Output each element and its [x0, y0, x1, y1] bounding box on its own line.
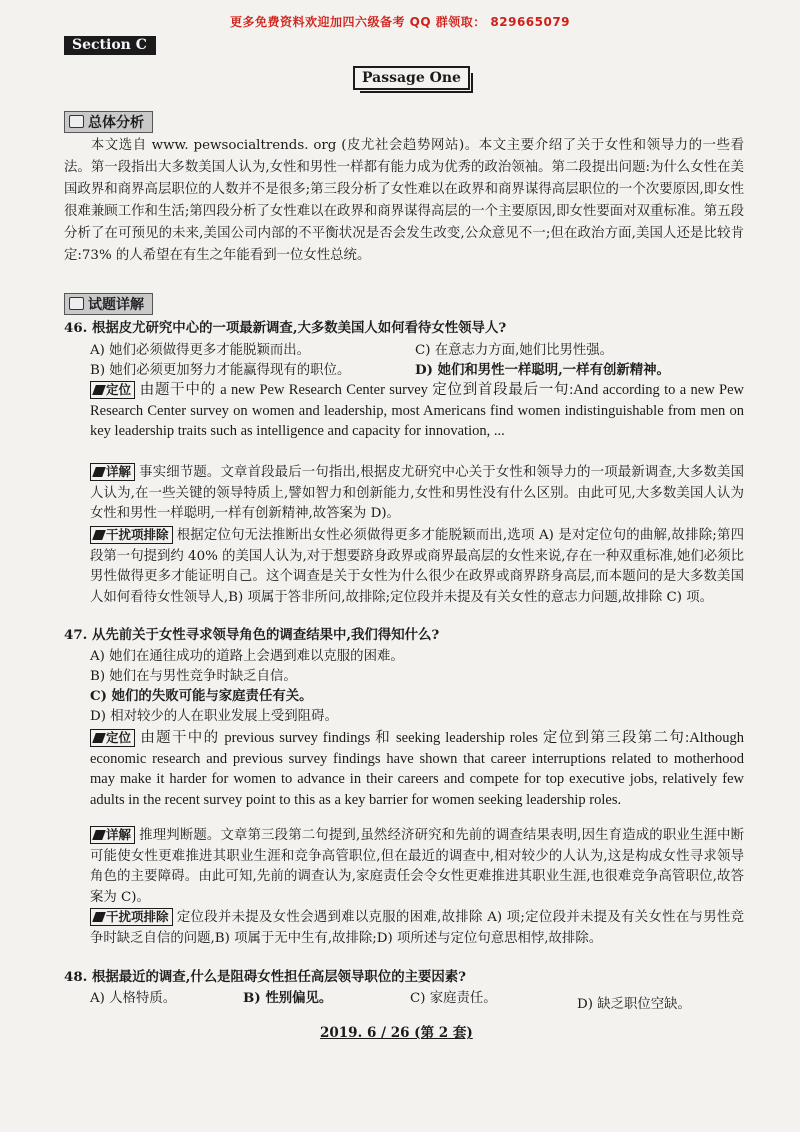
q47-exclude-text: 定位段并未提及女性会遇到难以克服的困难,故排除 A) 项;定位段并未提及有关女性在与男性竞争时缺乏自信的问题,B) 项属于无中生有,故排除;D) 项所述与定位句意思相悖,故排除。 [90, 910, 744, 946]
exclude-tag-text: 干扰项排除 [106, 909, 169, 924]
question-46: 46. 根据皮尤研究中心的一项最新调查,大多数美国人如何看待女性领导人? [64, 320, 507, 336]
detail-tag [90, 826, 135, 844]
details-label-text: 试题详解 [88, 297, 144, 313]
passage-title: Passage One [353, 66, 470, 90]
pencil-icon [92, 830, 106, 840]
detail-tag-text: 详解 [106, 464, 132, 479]
q46-detail-text: 事实细节题。文章首段最后一句指出,根据皮尤研究中心关于女性和领导力的一项最新调查,大多数美国人认为,在一些关键的领导特质上,譬如智力和创新能力,女性和男性没有什么区别。由此可见,大多数美国人认为女性和男性一样聪明,一样有创新精神,故答案为 D)。 [90, 465, 744, 521]
pencil-icon [92, 385, 106, 395]
exclude-tag-text: 干扰项排除 [106, 527, 169, 542]
exclude-tag [90, 908, 173, 926]
question-47: 47. 从先前关于女性寻求领导角色的调查结果中,我们得知什么? [64, 627, 440, 643]
detail-tag-text: 详解 [106, 827, 132, 842]
details-label [64, 293, 153, 315]
q47-detail [90, 826, 744, 908]
exclude-tag [90, 526, 173, 544]
q48-option-c: C) 家庭责任。 [410, 991, 497, 1006]
q46-option-b: B) 她们必须更加努力才能赢得现有的职位。 [90, 363, 351, 378]
q46-locate [90, 380, 744, 442]
q47-option-a: A) 她们在通往成功的道路上会遇到难以克服的困难。 [90, 649, 404, 664]
q47-exclude [90, 908, 744, 949]
q46-option-d: D) 她们和男性一样聪明,一样有创新精神。 [415, 362, 670, 378]
overview-paragraph: 本文选自 www. pewsocialtrends. org (皮尤社会趋势网站)。本文主要介绍了关于女性和领导力的一些看法。第一段指出大多数美国人认为,女性和男性一样都有能力成为优秀的政治领袖。第二段提出问题:为什么女性在美国政界和商界高层职位的人数并不是很多;第三段分析了女性难以在政界和商界谋得高层职位的一个次要原因,即女性很难兼顾工作和生活;第四段分析了女性难以在政界和商界谋得高层的一个主要原因,即女性要面对双重标准。第五段分析了在可预见的未来,美国公司内部的不平衡状况是否会发生改变,公众意见不一;但在政治方面,美国人还是比较肯定:73% 的人希望在有生之年能看到一位女性总统。 [64, 138, 744, 263]
notes-icon [69, 297, 84, 310]
q48-option-d: D) 缺乏职位空缺。 [577, 997, 691, 1012]
overview-label-text: 总体分析 [88, 115, 144, 131]
locate-tag [90, 381, 135, 399]
locate-tag [90, 729, 135, 747]
q46-exclude [90, 526, 744, 608]
page-footer: 2019. 6 / 26 (第 2 套) [320, 1025, 473, 1041]
q46-option-a: A) 她们必须做得更多才能脱颖而出。 [90, 343, 311, 358]
overview-label [64, 111, 153, 133]
q46-detail [90, 463, 744, 525]
q47-detail-text: 推理判断题。文章第三段第二句提到,虽然经济研究和先前的调查结果表明,因生育造成的职业生涯中断可能使女性更难推进其职业生涯和竞争高管职位,但在最近的调查中,相对较少的人认为,这是构成女性寻求领导角色的主要障碍。由此可知,先前的调查认为,家庭责任会令女性更难推进其职业生涯,也很难竞争高管职位,故答案为 C)。 [90, 828, 744, 905]
header-promo-note: 更多免费资料欢迎加四六级备考 QQ 群领取： 829665079 [229, 15, 571, 29]
q47-locate-text: 由题干中的 previous survey findings 和 seeking leadership roles 定位到第三段第二句:Although economic research and previous survey findings have shown that career interruptions related to motherhood may make it harder for women to advance in their careers and compete for top executive jobs, relatively few adults in the recent survey point to this as a key barrier for women seeking leadership roles. [90, 730, 744, 808]
pencil-icon [92, 733, 106, 743]
analysis-icon [69, 115, 84, 128]
q47-option-c: C) 她们的失败可能与家庭责任有关。 [90, 688, 313, 704]
question-48: 48. 根据最近的调查,什么是阻碍女性担任高层领导职位的主要因素? [64, 969, 467, 985]
q46-locate-text: 由题干中的 a new Pew Research Center survey 定位到首段最后一句:And according to a new Pew Research Center survey on women and leadership, most Americans find women indistinguishable from men on key leadership traits such as intelligence and capacity for innovation, ... [90, 382, 744, 439]
q47-option-b: B) 她们在与男性竞争时缺乏自信。 [90, 669, 297, 684]
q46-exclude-text: 根据定位句无法推断出女性必须做得更多才能脱颖而出,选项 A) 是对定位句的曲解,故排除;第四段第一句提到约 40% 的美国人认为,对于想要跻身政界或商界最高层的女性来说,存在一种双重标准,她们必须比男性做得更多才能证明自己。这个调查是关于女性为什么很少在政界或商界跻身高层,而本题问的是大多数美国人如何看待女性领导人,B) 项属于答非所问,故排除;定位段并未提及有关女性的意志力问题,故排除 C) 项。 [90, 528, 744, 605]
locate-tag-text: 定位 [106, 730, 132, 745]
locate-tag-text: 定位 [106, 382, 132, 397]
pencil-icon [92, 530, 106, 540]
section-tag: Section C [64, 36, 156, 55]
q46-option-c: C) 在意志力方面,她们比男性强。 [415, 343, 614, 358]
pencil-icon [92, 467, 106, 477]
q47-locate [90, 728, 744, 810]
pencil-icon [92, 912, 106, 922]
detail-tag [90, 463, 135, 481]
q48-option-a: A) 人格特质。 [90, 991, 177, 1006]
q48-option-b: B) 性别偏见。 [243, 990, 333, 1006]
q47-option-d: D) 相对较少的人在职业发展上受到阻碍。 [90, 709, 338, 724]
